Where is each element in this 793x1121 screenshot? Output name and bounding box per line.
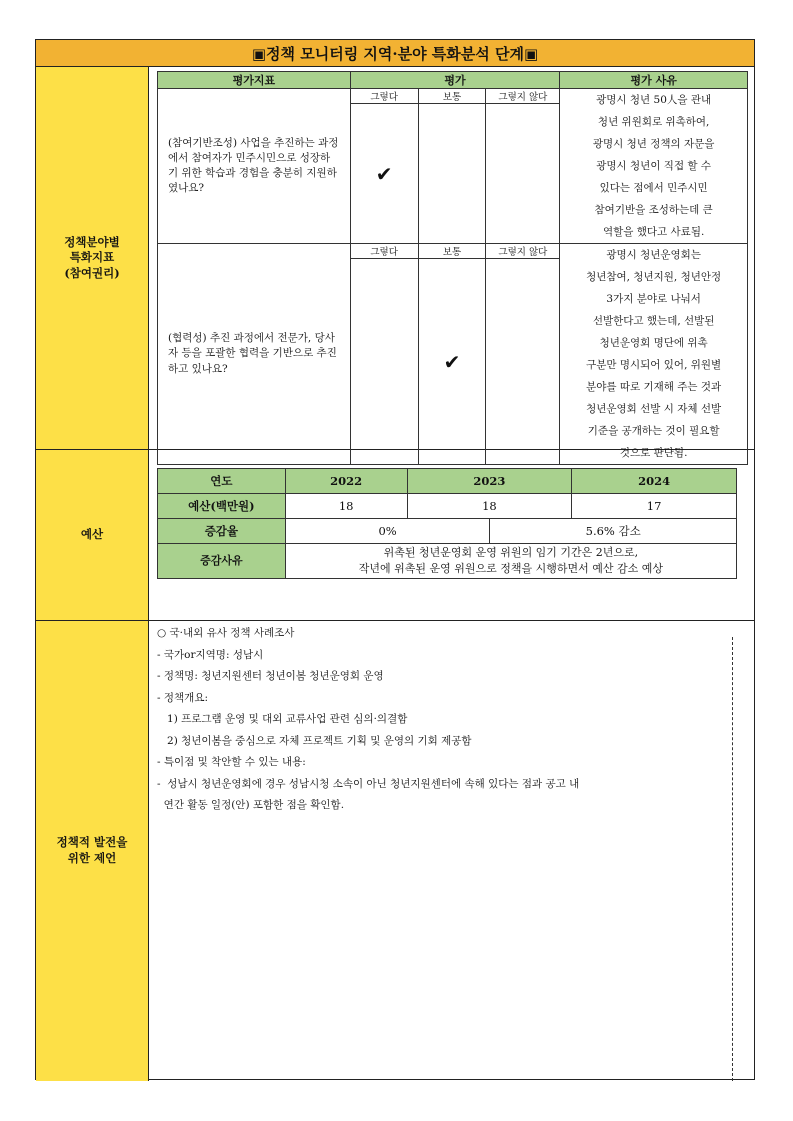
section-label-line: 정책분야별 xyxy=(64,234,120,249)
check-cell-yes xyxy=(350,104,418,244)
option-neutral: 보통 xyxy=(418,89,486,104)
budget-reason-line: 작년에 위촉된 운영 위원으로 정책을 시행하면서 예산 감소 예상 xyxy=(358,562,663,575)
check-cell-neutral xyxy=(418,104,486,244)
section-label-line: (참여권리) xyxy=(64,265,120,280)
section-label-budget xyxy=(36,450,149,621)
reason-line: 광명시 청년 50人을 관내 xyxy=(596,94,712,106)
reason-line: 광명시 청년운영회는 xyxy=(606,249,701,261)
section-budget xyxy=(149,450,754,621)
budget-2024: 17 xyxy=(572,494,737,519)
reason-line: 참여기반을 조성하는데 큰 xyxy=(594,204,713,216)
section-label-line: 예산 xyxy=(80,527,104,542)
reason-line: 선발한다고 했는데, 선발된 xyxy=(592,315,715,327)
year-label: 연도 xyxy=(158,469,286,494)
question-2: (협력성) 추진 과정에서 전문가, 당사자 등을 포괄한 협력을 기반으로 추진하고 있나요? xyxy=(158,244,351,465)
proposal-line: ○ 국·내외 유사 정책 사례조사 xyxy=(157,627,295,639)
reason-line: 청년운영회 명단에 위촉 xyxy=(599,337,708,349)
reason-line: 것으로 판단됨. xyxy=(619,447,688,459)
check-mark-icon: ✔ xyxy=(443,349,461,374)
reason-line: 기준을 공개하는 것이 필요할 xyxy=(587,425,720,437)
question-1: (참여기반조성) 사업을 추진하는 과정에서 참여자가 민주시민으로 성장하기 위한 학습과 경험을 충분히 지원하였나요? xyxy=(158,89,351,244)
check-cell-no xyxy=(486,259,560,465)
rate-label: 증감율 xyxy=(158,519,286,544)
budget-label: 예산(백만원) xyxy=(158,494,286,519)
check-cell-yes xyxy=(350,259,418,465)
option-yes: 그렇다 xyxy=(350,244,418,259)
budget-table xyxy=(157,468,737,579)
proposal-line: - 국가or지역명: 성남시 xyxy=(157,648,264,661)
section-label-indicators xyxy=(36,67,149,450)
option-neutral: 보통 xyxy=(418,244,486,259)
budget-reason-line: 위촉된 청년운영회 운영 위원의 임기 기간은 2년으로, xyxy=(383,545,639,559)
option-yes: 그렇다 xyxy=(350,89,418,104)
section-label-proposal xyxy=(36,621,149,1081)
evaluation-table xyxy=(157,71,748,465)
check-cell-neutral xyxy=(418,259,486,465)
proposal-line: 연간 활동 일정(안) 포함한 점을 확인함. xyxy=(157,799,345,811)
proposal-line: - 특이점 및 착안할 수 있는 내용: xyxy=(157,756,306,768)
reason-line: 구분만 명시되어 있어, 위원별 xyxy=(586,359,722,371)
rate-2023-2024: 5.6% 감소 xyxy=(490,519,737,544)
reason-2 xyxy=(560,244,748,465)
section-label-line: 특화지표 xyxy=(69,250,115,265)
reason-line: 청년 위원회로 위촉하여, xyxy=(597,116,710,128)
reason-line: 분야를 따로 기재해 주는 것과 xyxy=(586,381,722,393)
header-evaluation: 평가 xyxy=(350,72,560,89)
reason-1 xyxy=(560,89,748,244)
page-title: ▣정책 모니터링 지역·분야 특화분석 단계▣ xyxy=(36,40,754,67)
section-indicators xyxy=(149,67,754,459)
reason-line: 광명시 청년이 직접 할 수 xyxy=(596,160,712,172)
section-label-line: 위한 제언 xyxy=(67,851,117,865)
document-frame xyxy=(35,39,755,1080)
year-2024: 2024 xyxy=(572,469,737,494)
reason-line: 있다는 점에서 민주시민 xyxy=(599,182,708,194)
check-cell-no xyxy=(486,104,560,244)
header-reason: 평가 사유 xyxy=(560,72,748,89)
year-2022: 2022 xyxy=(285,469,407,494)
proposal-line: - 성남시 청년운영회에 경우 성남시청 소속이 아닌 청년지원센터에 속해 있다는 점과 공고 내 xyxy=(157,777,580,790)
reason-line: 광명시 청년 정책의 자문을 xyxy=(592,138,715,150)
rate-2022-2023: 0% xyxy=(285,519,490,544)
year-2023: 2023 xyxy=(407,469,572,494)
proposal-line: - 정책명: 청년지원센터 청년이봄 청년운영회 운영 xyxy=(157,670,384,682)
reason-line: 청년운영회 선발 시 자체 선발 xyxy=(586,403,722,415)
section-proposal xyxy=(149,621,754,1081)
proposal-line: 2) 청년이봄을 중심으로 자체 프로젝트 기획 및 운영의 기회 제공함 xyxy=(157,734,472,747)
reason-line: 3가지 분야로 나눠서 xyxy=(606,293,701,305)
budget-2022: 18 xyxy=(285,494,407,519)
reason-line: 청년참여, 청년지원, 청년안정 xyxy=(586,271,722,283)
proposal-line: 1) 프로그램 운영 및 대외 교류사업 관련 심의·의결함 xyxy=(157,713,408,725)
budget-reason xyxy=(285,544,736,579)
budget-2023: 18 xyxy=(407,494,572,519)
option-no: 그렇지 않다 xyxy=(486,244,560,259)
check-mark-icon: ✔ xyxy=(375,161,393,186)
header-indicator: 평가지표 xyxy=(158,72,351,89)
proposal-content xyxy=(157,623,744,817)
option-no: 그렇지 않다 xyxy=(486,89,560,104)
reason-label: 증감사유 xyxy=(158,544,286,579)
section-label-line: 정책적 발전을 xyxy=(56,835,128,850)
reason-line: 역할을 했다고 사료됨. xyxy=(603,226,705,238)
proposal-line: - 정책개요: xyxy=(157,691,208,704)
